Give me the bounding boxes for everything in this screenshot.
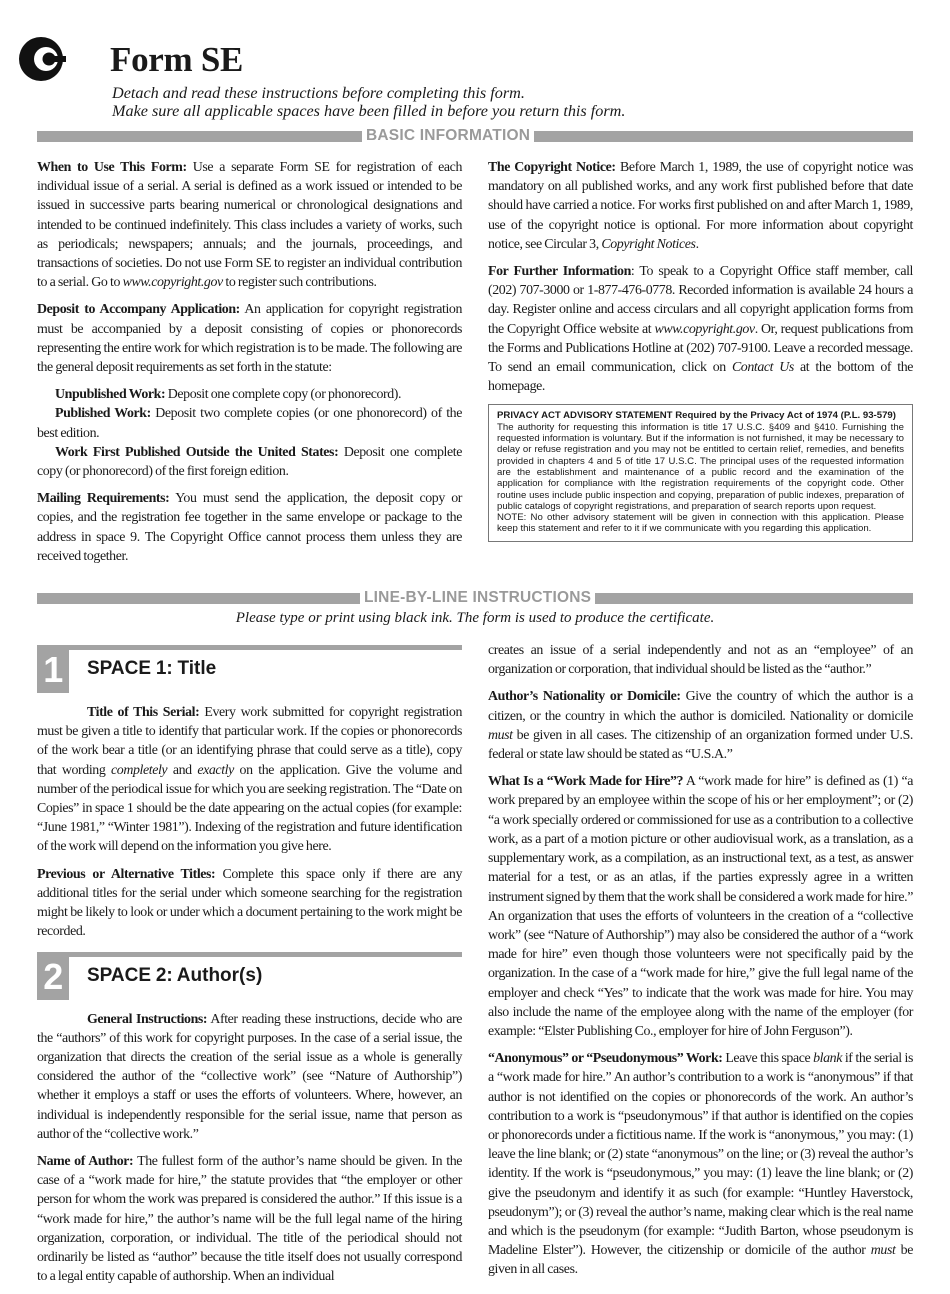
paragraph-text: You must send the application, the deposit copy or copies, and the registration fee together in the same envelope or package to the address in space 9. The Copyright Office cannot process them unless they are received together. — [37, 491, 462, 564]
paragraph-lead-heading: Published Work: — [55, 406, 151, 422]
space-number-badge: 2 — [37, 952, 69, 1000]
paragraph-text: and — [167, 762, 198, 778]
paragraph-text: Deposit one complete copy (or phonorecord) of the first foreign edition. — [37, 444, 462, 480]
subtitle-line: Make sure all applicable spaces have been filled in before you return this form. — [112, 102, 626, 120]
paragraph — [37, 489, 462, 566]
paragraph-lead-heading: Name of Author: — [37, 1153, 134, 1169]
paragraph-text: creates an issue of a serial independently and not as an “employee” of an organization or corporation, that individual should be listed as the “author.” — [488, 643, 913, 678]
paragraph-lead-heading: The Copyright Notice: — [488, 160, 616, 175]
paragraph-lead-heading: “Anonymous” or “Pseudonymous” Work: — [488, 1051, 723, 1067]
section-heading-line-by-line: LINE-BY-LINE INSTRUCTIONS — [364, 589, 592, 607]
paragraph — [37, 1152, 462, 1286]
basic-info-right-text — [488, 158, 913, 396]
paragraph — [37, 1010, 462, 1144]
paragraph-text: A “work made for hire” is defined as (1) “a work prepared by an employee within the scope of his or her employment”; or (2) “a work specially ordered or commissioned for use as a contribution to a collective work, as a part of a motion picture or other audiovisual work, as a translation, as a supplementary work, as a compilation, as an instructional text, as a test, as answer material for a test, or as an atlas, if the parties expressly agree in a written instrument signed by them that the work shall be considered a work made for hire.” An organization that uses the efforts of volunteers in the creation of a “collective work” (see “Nature of Authorship”) may also be considered the author of a “work made for hire” even though those volunteers were not specifically paid by the organization. In the case of a “work made for hire,” give the full legal name of the employer and check “Yes” to indicate that the work was made for hire. You may also include the name of the employee along with the name of the employer (for example: “Elster Publishing Co., employer for hire of John Ferguson”). — [488, 774, 913, 1039]
paragraph-lead-heading: Work First Published Outside the United States: — [55, 444, 339, 460]
emphasized-text: www.copyright.gov — [654, 321, 755, 337]
space-2-title: SPACE 2: Author(s) — [87, 964, 263, 986]
paragraph — [488, 158, 913, 254]
paragraph-lead-heading: What Is a “Work Made for Hire”? — [488, 774, 684, 790]
paragraph — [488, 772, 913, 1041]
space-1-title: SPACE 1: Title — [87, 658, 217, 680]
space-1-body — [37, 703, 462, 941]
basic-information-divider — [37, 126, 913, 146]
paragraph — [37, 404, 462, 442]
paragraph-text: The fullest form of the author’s name should be given. In the case of a “work made for hire,” the statute provides that “the employer or other person for whom the work was prepared is considered the author.” If this issue is a “work made for hire,” the author’s name will be the full legal name of the hiring organization, corporation, or individual. The title of the periodical should not ordinarily be listed as “author” because the title itself does not usually correspond to a legal entity capable of authorship. When an individual — [37, 1153, 463, 1285]
instructions-left-column — [37, 641, 462, 1294]
paragraph — [488, 687, 913, 764]
emphasized-text: must — [488, 727, 513, 743]
privacy-note: NOTE: No other advisory statement will be given in connection with this application. Please keep this statement and refer to it if we communicate with you regarding this application. — [497, 512, 904, 535]
form-subtitle — [112, 84, 625, 120]
emphasized-text: must — [870, 1243, 896, 1259]
privacy-body: The authority for requesting this information is title 17 U.S.C. §409 and §410. Furnishing the requested information is voluntary. But if the information is not furnished, it may be necessary to delay or refuse registration and you may not be entitled to certain relief, remedies, and benefits provided in chapters 4 and 5 of title 17 U.S.C. The principal uses of the requested information are the establishment and maintenance of a public record and the examination of the application for compliance with lthe registration requirements of the copyright code. Other routine uses include public inspection and copying, preparation of public indexes, preparation of public catalogs of copyright registrations, and preparation of search reports upon request. — [497, 421, 904, 512]
space-number-badge: 1 — [37, 645, 69, 693]
paragraph-text: Complete this space only if there are any additional titles for the serial under which someone searching for the registration might be likely to look or under which a document pertaining to the work might be recorded. — [37, 866, 462, 940]
basic-info-columns — [37, 158, 913, 574]
paragraph-lead-heading: Deposit to Accompany Application: — [37, 302, 240, 318]
emphasized-text: blank — [813, 1051, 842, 1067]
emphasized-text: www.copyright.gov — [122, 275, 223, 291]
space-2-body — [37, 1010, 462, 1287]
paragraph-text: be given in all cases. The citizenship of an organization formed under U.S. federal or state law should be stated as “U.S.A.” — [488, 727, 913, 763]
space-1-header — [37, 645, 462, 695]
divider-line — [37, 645, 462, 650]
paragraph-text: be given in all cases. — [488, 1243, 913, 1278]
line-by-line-subtitle: Please type or print using black ink. The form is used to produce the certificate. — [235, 610, 715, 627]
paragraph-text: on the application. Give the volume and number of the periodical issue for which you are seeking registration. The “Date on Copies” in space 1 should be the date appearing on the actual copies (for example: “June 1981,” “Winter 1981”). Indexing of the registration and future identification of the work will depend on the information you give here. — [37, 762, 462, 855]
paragraph-lead-heading: For Further Information — [488, 264, 631, 280]
privacy-act-statement — [488, 404, 913, 541]
paragraph-text: Use a separate Form SE for registration of each individual issue of a serial. A serial is defined as a work issued or intended to be issued in successive parts bearing numerical or chronological designations and intended to be continued indefinitely. This class includes a variety of works, such as periodicals; newspapers; annuals; and the journals, proceedings, and transactions of societies. Do not use Form SE to register an individual contribution to a serial. Go to — [37, 160, 462, 291]
paragraph-lead-heading: Previous or Alternative Titles: — [37, 866, 216, 882]
emphasized-text: exactly — [197, 762, 234, 778]
page-content — [37, 126, 913, 1294]
paragraph — [37, 443, 462, 481]
section-divider-bar — [37, 593, 360, 604]
paragraph-text: . — [695, 236, 699, 252]
paragraph — [488, 1049, 913, 1279]
paragraph — [37, 300, 462, 377]
paragraph-lead-heading: Mailing Requirements: — [37, 491, 170, 507]
paragraph-lead-heading: When to Use This Form: — [37, 160, 187, 175]
paragraph-text: Every work submitted for copyright registration must be given a title to identify that particular work. If the copies or phonorecords of the work bear a title (or an identifying phrase that could serve as a title), copy that wording — [37, 705, 462, 778]
section-divider-bar — [595, 593, 913, 604]
privacy-heading: PRIVACY ACT ADVISORY STATEMENT Required by the Privacy Act of 1974 (P.L. 93-579) — [497, 410, 896, 422]
divider-line — [37, 952, 462, 957]
emphasized-text: completely — [111, 762, 168, 778]
space-2-header — [37, 952, 462, 1002]
paragraph-text: : To speak to a Copyright Office staff member, call (202) 707-3000 or 1-877-476-0778. Recorded information is available 24 hours a day. Register online and access circulars and all copyright application forms from the Copyright Office website at — [488, 264, 913, 337]
paragraph-lead-heading: Unpublished Work: — [55, 387, 166, 403]
basic-info-left-column — [37, 158, 462, 574]
paragraph-text: if the serial is a “work made for hire.” An author’s contribution to a work is “anonymous” if that author is not identified on the copies or phonorecords of the work. An author’s contribution to a work is “pseudonymous” if that author is identified on the copies or phonorecords under a fictitious name. If the work is “anonymous,” you may: (1) leave the line blank; or (2) state “anonymous” on the line; or (3) reveal the author’s identity. If the work is “pseudonymous,” you may: (1) leave the line blank; or (2) give the pseudonym and identify it as such (for example: “Huntley Haverstock, pseudonym”); or (3) reveal the author’s name, making clear which is the real name and which is the pseudonym (for example: “Judith Barton, whose pseudonym is Madeline Elster”). However, the citizenship or domicile of the author — [488, 1051, 913, 1259]
paragraph-lead-heading: Title of This Serial: — [87, 705, 200, 721]
paragraph-lead-heading: Author’s Nationality or Domicile: — [488, 689, 681, 705]
paragraph-text: . Or, request publications from the Forms and Publications Hotline at (202) 707-9100. Leave a recorded message. To send an email communication, click on — [488, 321, 913, 376]
paragraph-text: Before March 1, 1989, the use of copyright notice was mandatory on all published works, and any work first published before that date should have carried a notice. For works first published on and after March 1, 1989, use of the copyright notice is optional. For more information about copyright notice, see Circular 3, — [488, 160, 913, 252]
paragraph — [488, 262, 913, 396]
line-by-line-divider — [37, 588, 913, 608]
paragraph-text: Deposit one complete copy (or phonorecord). — [165, 387, 402, 403]
emphasized-text: Copyright Notices — [601, 236, 696, 252]
emphasized-text: Contact Us — [731, 360, 794, 376]
paragraph — [37, 385, 462, 404]
section-divider-bar — [37, 131, 362, 142]
paragraph-text: An application for copyright registration must be accompanied by a deposit consisting of copies or phonorecords representing the entire work for which registration is to be made. The following are the general deposit requirements as set forth in the statute: — [37, 302, 462, 376]
paragraph — [37, 865, 462, 942]
paragraph-text: Give the country of which the author is a citizen, or the country in which the author is domiciled. Nationality or domicile — [488, 689, 914, 724]
copyright-office-logo-icon — [18, 36, 66, 82]
paragraph — [488, 641, 913, 679]
subtitle-line: Detach and read these instructions before completing this form. — [112, 84, 525, 102]
paragraph — [37, 703, 462, 857]
paragraph — [37, 158, 462, 292]
form-title: Form SE — [110, 40, 244, 79]
space-2-continued-column — [488, 641, 913, 1288]
paragraph-text: Leave this space — [722, 1051, 814, 1067]
section-heading-basic-information: BASIC INFORMATION — [366, 127, 531, 144]
paragraph-text: Deposit two complete copies (or one phonorecord) of the best edition. — [37, 406, 462, 441]
basic-info-right-column — [488, 158, 913, 542]
section-divider-bar — [534, 131, 913, 142]
paragraph-text: at the bottom of the homepage. — [488, 360, 914, 395]
paragraph-lead-heading: General Instructions: — [87, 1011, 208, 1027]
instructions-columns — [37, 641, 913, 1294]
paragraph-text: to register such contributions. — [222, 275, 377, 291]
paragraph-text: After reading these instructions, decide who are the “authors” of this work for copyright purposes. In the case of a serial issue, the organization that directs the creation of the serial issue as a whole is generally considered the author of the “collective work” (see “Nature of Authorship”) whether it employs a staff or uses the efforts of volunteers. Where, however, an individual is independently responsible for the serial issue, name that person as author of the “collective work.” — [37, 1011, 463, 1142]
